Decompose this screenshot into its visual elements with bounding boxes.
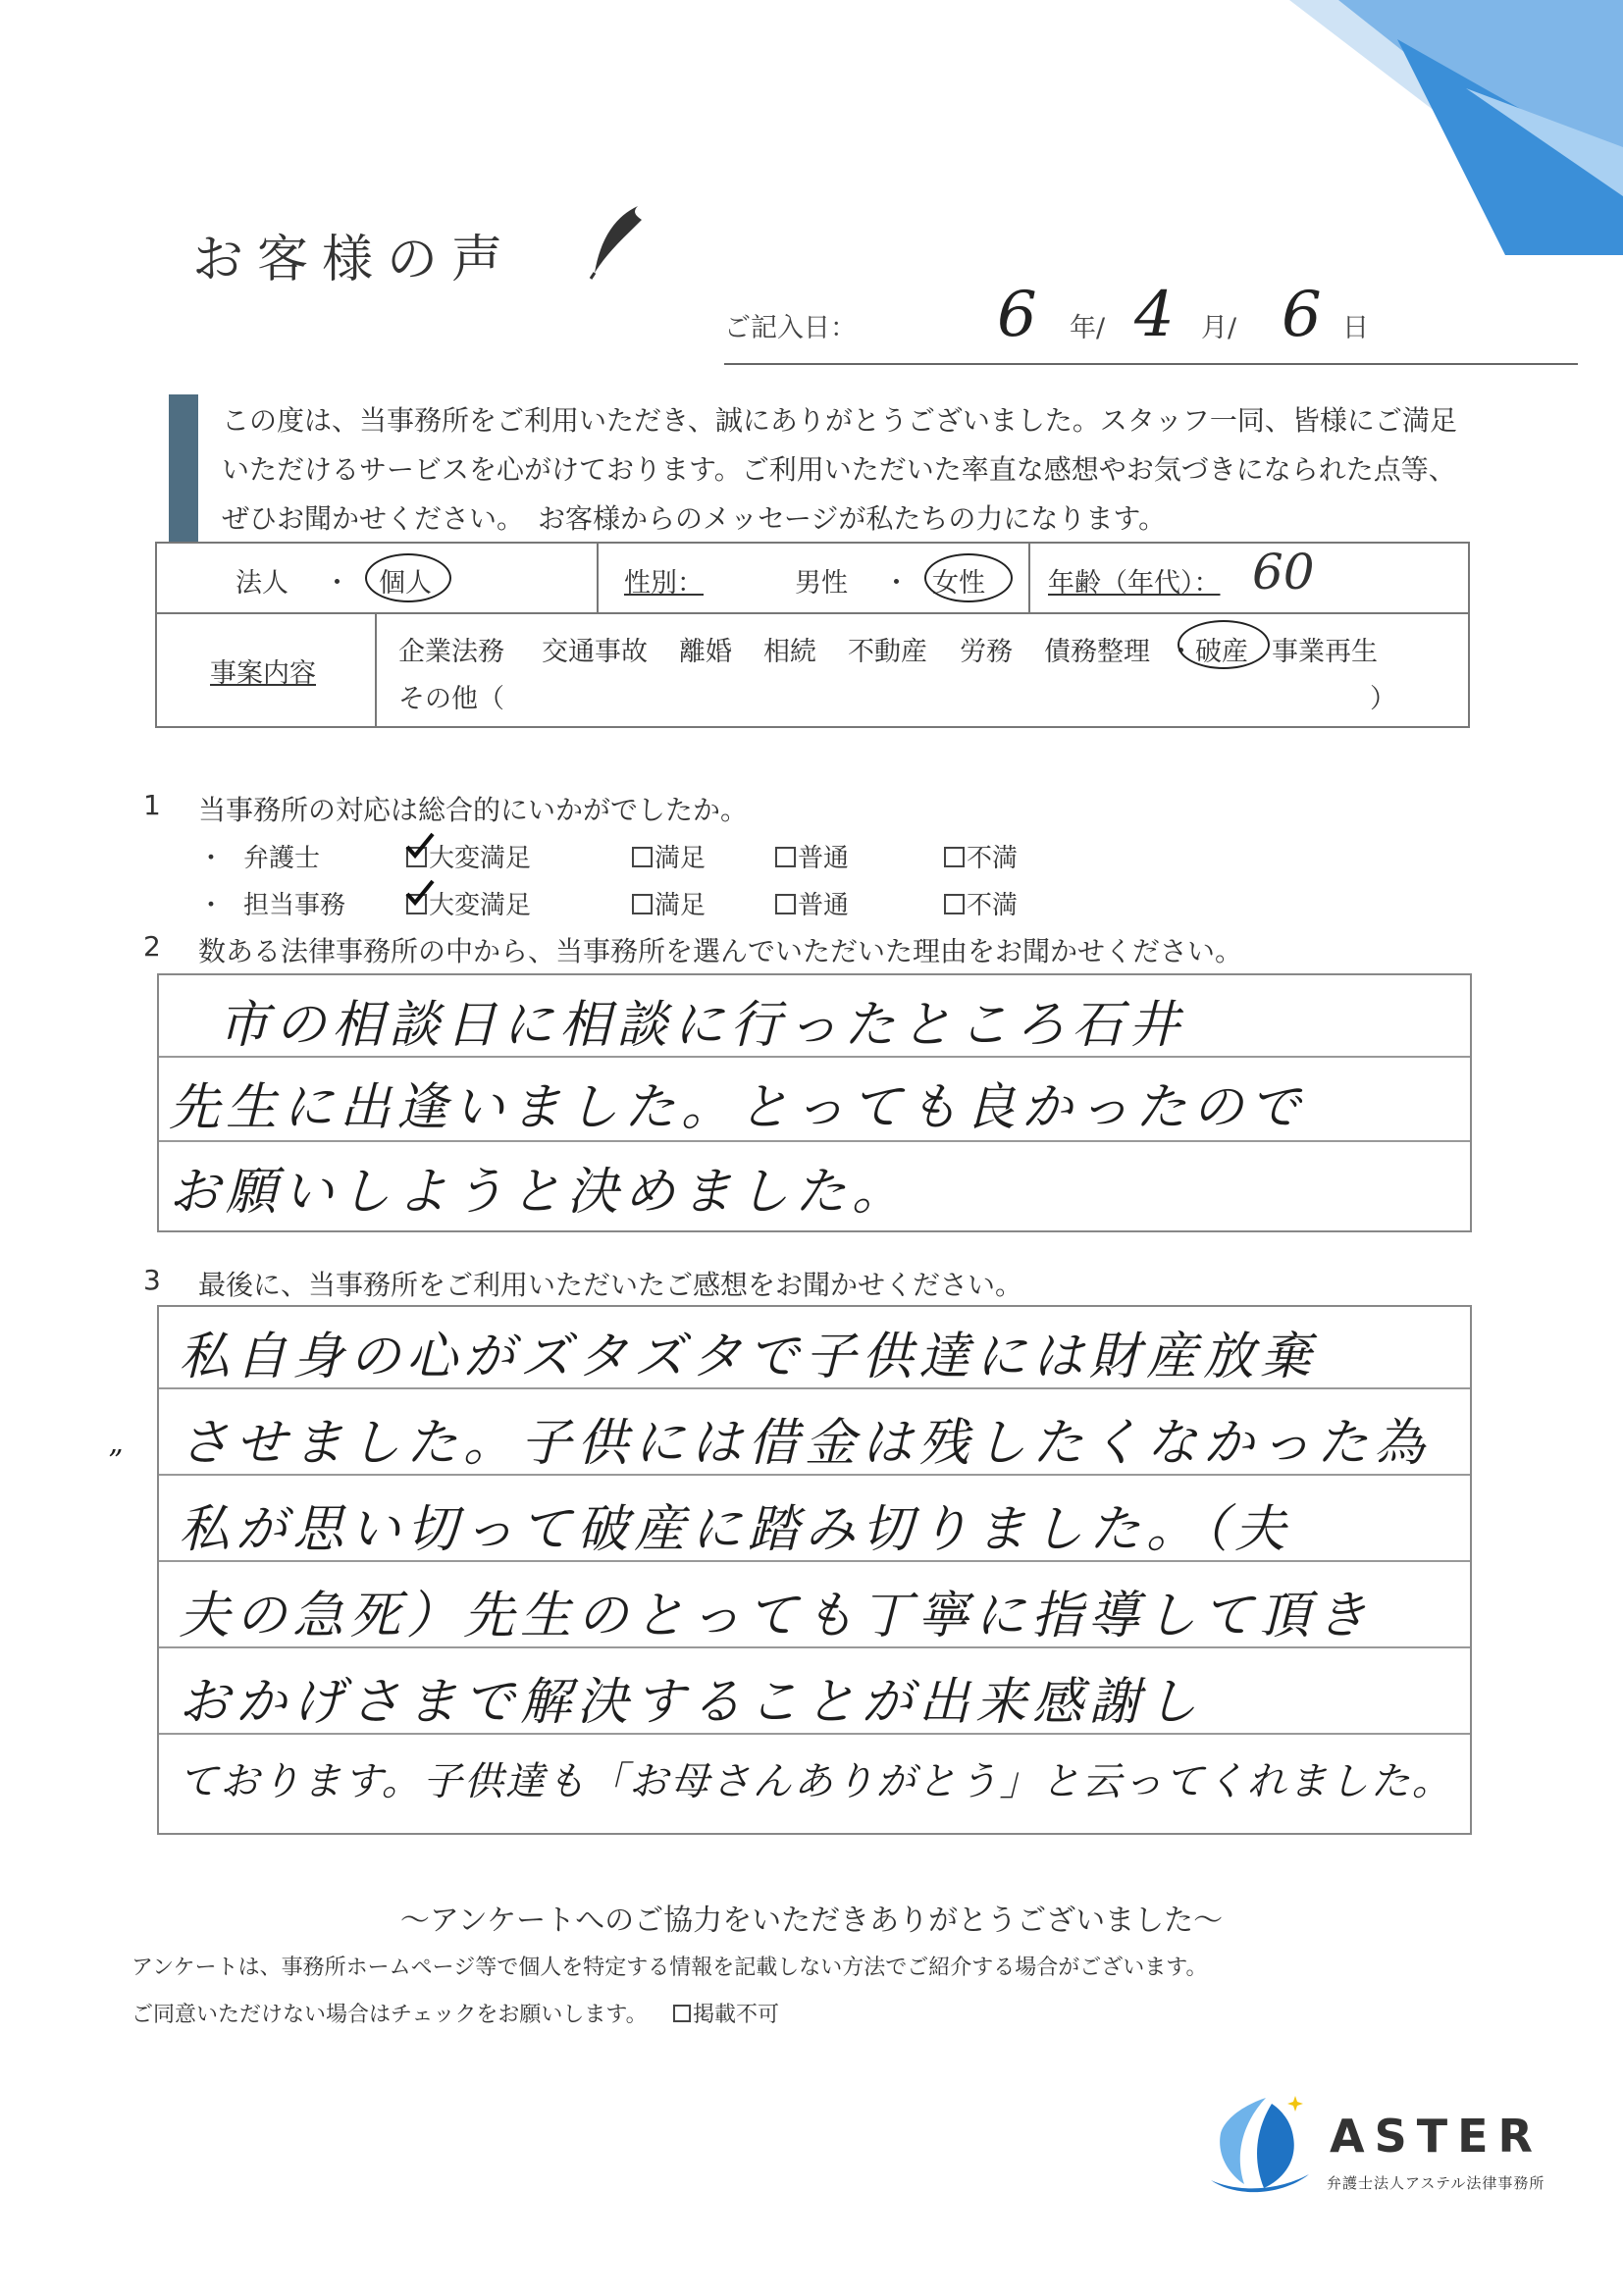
q3-answer-line: 夫の急死）先生のとっても丁寧に指導して頂き [179,1587,1373,1645]
corp-option: 法人 [236,568,288,599]
date-day-unit: 日 [1342,313,1369,343]
logo-firm-name: 弁護士法人アステル法律事務所 [1327,2174,1545,2192]
age-value: 60 [1252,544,1315,600]
divider [1028,544,1030,612]
check-mark-icon [402,830,436,863]
separator-dot: ・ [324,568,350,599]
case-item: 破産 [1195,637,1248,667]
individual-circle-mark [365,553,451,602]
row-label: 弁護士 [243,844,321,873]
q3-answer-box[interactable] [157,1305,1472,1835]
option-normal[interactable]: 普通 [775,885,849,921]
option-satisfied[interactable]: 満足 [632,838,706,874]
q2-answer-line: 市の相談日に相談に行ったところ石井 [218,996,1186,1055]
individual-option: 個人 [379,568,432,599]
case-label: 事案内容 [210,658,316,689]
publication-note: アンケートは、事務所ホームページ等で個人を特定する情報を記載しない方法でご紹介する場合がございます。 [131,1956,1208,1980]
entry-date [724,279,1578,365]
q3-answer-line: 私が思い切って破産に踏み切りました。（夫 [179,1500,1292,1559]
checkbox[interactable] [775,894,796,914]
intro-text [222,396,1497,544]
q2-text: 数ある法律事務所の中から、当事務所を選んでいただいた理由をお聞かせください。 [198,935,1243,967]
answer-rule [159,1140,1470,1142]
q3-answer-line: させました。子供には借金は残したくなかった為 [179,1414,1432,1473]
case-item: 不動産 [848,637,927,667]
age-label: 年齢（年代）： [1048,568,1221,599]
date-year-unit: 年/ [1070,313,1106,343]
intro-line: この度は、当事務所をご利用いただき、誠にありがとうございました。スタッフ一同、皆様にご満足 [222,404,1457,437]
case-separator-dot: ・ [1168,637,1194,667]
consent-note: ご同意いただけない場合はチェックをお願いします。 [131,2003,648,2027]
option-satisfied[interactable]: 満足 [632,885,706,921]
intro-line: ぜひお聞かせください。 お客様からのメッセージが私たちの力になります。 [222,502,1167,535]
date-year-value: 6 [997,279,1037,351]
separator-dot: ・ [883,568,910,599]
date-month-unit: 月/ [1201,313,1237,343]
checkbox[interactable] [632,847,653,867]
no-publish-checkbox[interactable] [673,2005,691,2022]
q1-text: 当事務所の対応は総合的にいかがでしたか。 [198,794,749,826]
q3-text: 最後に、当事務所をご利用いただいたご感想をお聞かせください。 [198,1269,1023,1301]
date-day-value: 6 [1282,279,1322,351]
q1-number: 1 [143,789,161,821]
intro-line: いただけるサービスを心がけております。ご利用いただいた率直な感想やお気づきになられた点等、 [222,453,1456,486]
q2-answer-line: 先生に出逢いました。とっても良かったので [169,1078,1306,1137]
female-circle-mark [924,553,1013,602]
q3-number: 3 [143,1264,161,1296]
q3-answer-line: ております。子供達も「お母さんありがとう」と云ってくれました。 [179,1759,1453,1804]
date-label: ご記入日： [724,313,857,343]
q3-answer-line: 私自身の心がズタズタで子供達には財産放棄 [179,1328,1318,1386]
divider [597,544,599,612]
option-dissatisfied[interactable]: 不満 [944,885,1018,921]
bullet: ・ [198,891,225,920]
q3-answer-line: おかげさまで解決することが出来感謝し [179,1673,1204,1732]
case-item: 労務 [960,637,1013,667]
case-item: 交通事故 [542,637,648,667]
aster-logo-icon [1207,2090,1315,2198]
checkbox[interactable] [775,847,796,867]
bullet: ・ [198,844,225,873]
row-label: 担当事務 [243,891,346,920]
client-info-table [155,542,1470,728]
option-normal[interactable]: 普通 [775,838,849,874]
option-very-satisfied[interactable]: 大変満足 [406,885,531,921]
case-item: 企業法務 [398,637,504,667]
case-other-label: その他（ [398,684,504,714]
option-very-satisfied[interactable]: 大変満足 [406,838,531,874]
feather-icon [587,202,646,281]
checkbox[interactable] [944,847,965,867]
option-dissatisfied[interactable]: 不満 [944,838,1018,874]
divider [375,612,377,726]
info-row-client [157,544,1468,614]
date-month-value: 4 [1134,279,1175,351]
margin-mark: ” [108,1444,124,1479]
male-option: 男性 [795,568,848,599]
bankruptcy-circle-mark [1178,620,1270,669]
logo-wordmark: ASTER [1330,2110,1543,2163]
case-item: 相続 [763,637,816,667]
check-mark-icon [402,877,436,911]
page-title: お客様の声 [192,231,517,289]
case-item: 離婚 [679,637,732,667]
q2-answer-line: お願いしようと決めました。 [169,1163,910,1222]
thanks-message: 〜アンケートへのご協力をいただきありがとうございました〜 [399,1904,1224,1938]
case-item: 事業再生 [1272,637,1378,667]
intro-accent-bar [169,394,198,542]
female-option: 女性 [932,568,985,599]
checkbox[interactable] [944,894,965,914]
no-publish-option[interactable]: 掲載不可 [673,1998,779,2028]
case-other-close: ） [1370,684,1396,714]
q2-number: 2 [143,930,161,963]
checkbox[interactable] [632,894,653,914]
gender-label: 性別： [624,568,704,599]
case-item: 債務整理 [1044,637,1150,667]
corner-decoration [1172,0,1623,255]
q2-answer-box[interactable] [157,973,1472,1232]
